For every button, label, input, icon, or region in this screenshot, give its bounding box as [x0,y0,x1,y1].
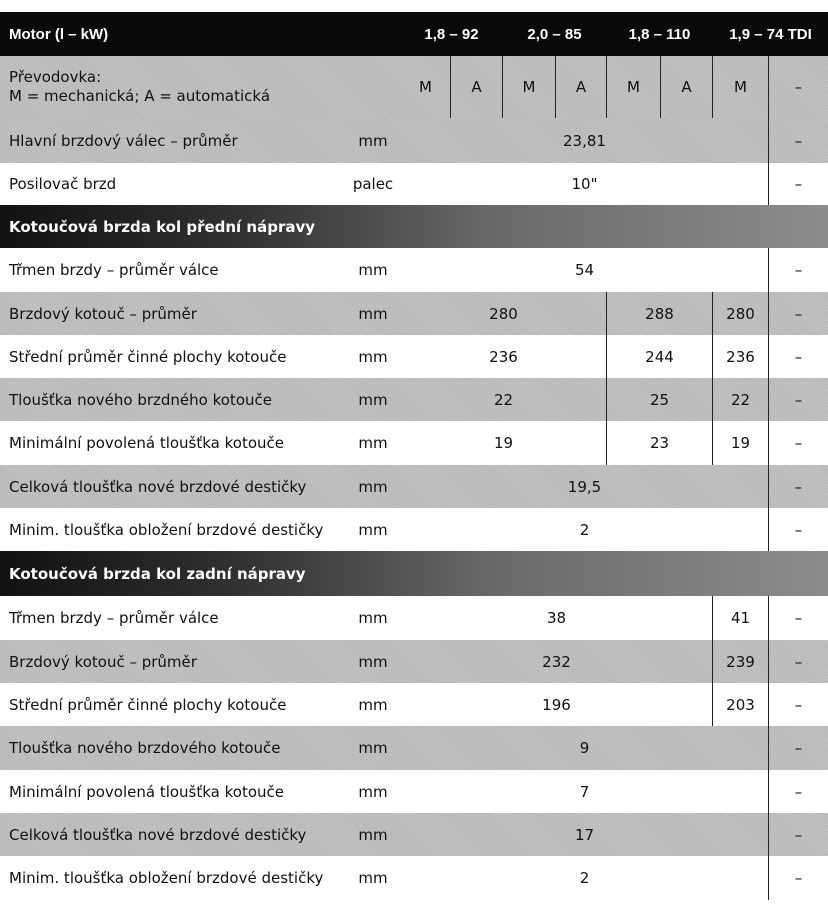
value-cell: 23,81 [563,131,606,150]
gearbox-type-cell: A [555,56,606,118]
value-cell: – [768,118,828,163]
spec-label: Minim. tloušťka obložení brzdové destičky [9,520,324,539]
header-row [0,12,828,56]
value-cell: 9 [579,739,590,757]
value-cell: 239 [712,640,768,683]
value-cell: 41 [712,596,768,640]
spec-label: Střední průměr činné plochy kotouče [9,347,287,366]
spec-label: Minimální povolená tloušťka kotouče [9,434,284,452]
value-cell: – [768,770,828,813]
value-cell: – [768,248,828,292]
spec-label: Posilovač brzd [9,175,117,193]
unit-cell: mm [358,434,388,452]
value-cell: – [768,335,828,378]
gearbox-type-cell: M [606,56,660,118]
gearbox-label-line2: M = mechanická; A = automatická [9,87,271,105]
spec-row [0,292,828,335]
spec-row [0,856,828,900]
gearbox-type-cell: A [450,56,502,118]
gearbox-type-cell: M [712,56,768,118]
gearbox-label [0,56,345,118]
unit-cell: mm [358,261,388,279]
value-cell: – [768,726,828,770]
value-cell: 203 [712,683,768,726]
spec-label: Brzdový kotouč – průměr [9,304,197,323]
spec-label: Minim. tloušťka obložení brzdové destičky [9,869,324,887]
value-cell: 280 [712,292,768,335]
value-cell: 19 [493,434,514,452]
value-cell: 288 [606,292,712,335]
value-cell: 19 [712,421,768,465]
spec-row [0,465,828,508]
spec-label: Minimální povolená tloušťka kotouče [9,782,284,801]
unit-cell: mm [358,131,388,150]
value-cell: 2 [579,869,590,887]
gearbox-label-text [9,68,270,106]
brake-spec-table [0,12,828,900]
value-cell: – [768,856,828,900]
spec-row [0,683,828,726]
spec-row [0,378,828,421]
gearbox-label-line1: Převodovka: [9,68,102,86]
section-title: Kotoučová brzda kol zadní nápravy [9,564,306,583]
value-cell: 196 [542,695,571,714]
value-cell: – [768,683,828,726]
value-cell: – [768,508,828,551]
value-cell: – [768,813,828,856]
spec-row [0,726,828,770]
engine-column-header: 1,8 – 110 [628,25,691,43]
section-title: Kotoučová brzda kol přední nápravy [9,217,316,236]
engine-column-header: 1,8 – 92 [424,25,479,43]
unit-cell: mm [358,304,388,323]
unit-cell: mm [358,739,388,757]
value-cell: 38 [546,609,567,627]
unit-cell: palec [352,175,394,193]
value-cell: 17 [574,825,595,844]
header-label: Motor (l – kW) [9,25,109,43]
spec-row [0,813,828,856]
spec-row [0,163,828,205]
value-cell: – [768,596,828,640]
value-cell: – [768,163,828,205]
spec-label: Brzdový kotouč – průměr [9,652,197,671]
value-cell: 236 [712,335,768,378]
spec-row [0,118,828,163]
spec-row [0,596,828,640]
unit-cell: mm [358,782,388,801]
gearbox-type-cell: – [768,56,828,118]
value-cell: 244 [606,335,712,378]
value-cell: – [768,640,828,683]
value-cell: 236 [489,347,518,366]
value-cell: – [768,292,828,335]
engine-column-header: 1,9 – 74 TDI [729,25,812,43]
spec-label: Celková tloušťka nové brzdové destičky [9,477,307,496]
unit-cell: mm [358,652,388,671]
value-cell: 280 [489,304,518,323]
spec-row [0,421,828,465]
gearbox-row [0,56,828,118]
spec-label: Celková tloušťka nové brzdové destičky [9,825,307,844]
engine-column-header: 2,0 – 85 [527,25,582,43]
value-cell: 22 [493,390,514,409]
value-cell: 2 [579,520,590,539]
spec-label: Třmen brzdy – průměr válce [9,261,219,279]
spec-row [0,508,828,551]
gearbox-type-cell: M [502,56,555,118]
value-cell: 54 [574,261,595,279]
section-header-row [0,205,828,248]
unit-cell: mm [358,609,388,627]
value-cell: 25 [606,378,712,421]
unit-cell [345,56,400,118]
spec-label: Tloušťka nového brzdového kotouče [9,739,281,757]
gearbox-type-cell: M [419,78,432,96]
unit-cell: mm [358,520,388,539]
spec-row [0,335,828,378]
spec-label: Střední průměr činné plochy kotouče [9,695,287,714]
unit-cell: mm [358,825,388,844]
unit-cell: mm [358,390,388,409]
value-cell: 23 [606,421,712,465]
unit-cell: mm [358,869,388,887]
section-header-row [0,551,828,596]
unit-cell: mm [358,695,388,714]
gearbox-type-cell: A [660,56,712,118]
value-cell: 22 [712,378,768,421]
value-cell: – [768,378,828,421]
value-cell: 19,5 [567,477,602,496]
value-cell: – [768,465,828,508]
unit-cell: mm [358,347,388,366]
spec-label: Tloušťka nového brzdného kotouče [9,390,272,409]
spec-label: Hlavní brzdový válec – průměr [9,131,238,150]
unit-cell: mm [358,477,388,496]
spec-label: Třmen brzdy – průměr válce [9,609,219,627]
value-cell: – [768,421,828,465]
value-cell: 10" [571,175,598,193]
spec-row [0,640,828,683]
spec-row [0,770,828,813]
value-cell: 7 [579,782,590,801]
spec-row [0,248,828,292]
value-cell: 232 [542,652,571,671]
